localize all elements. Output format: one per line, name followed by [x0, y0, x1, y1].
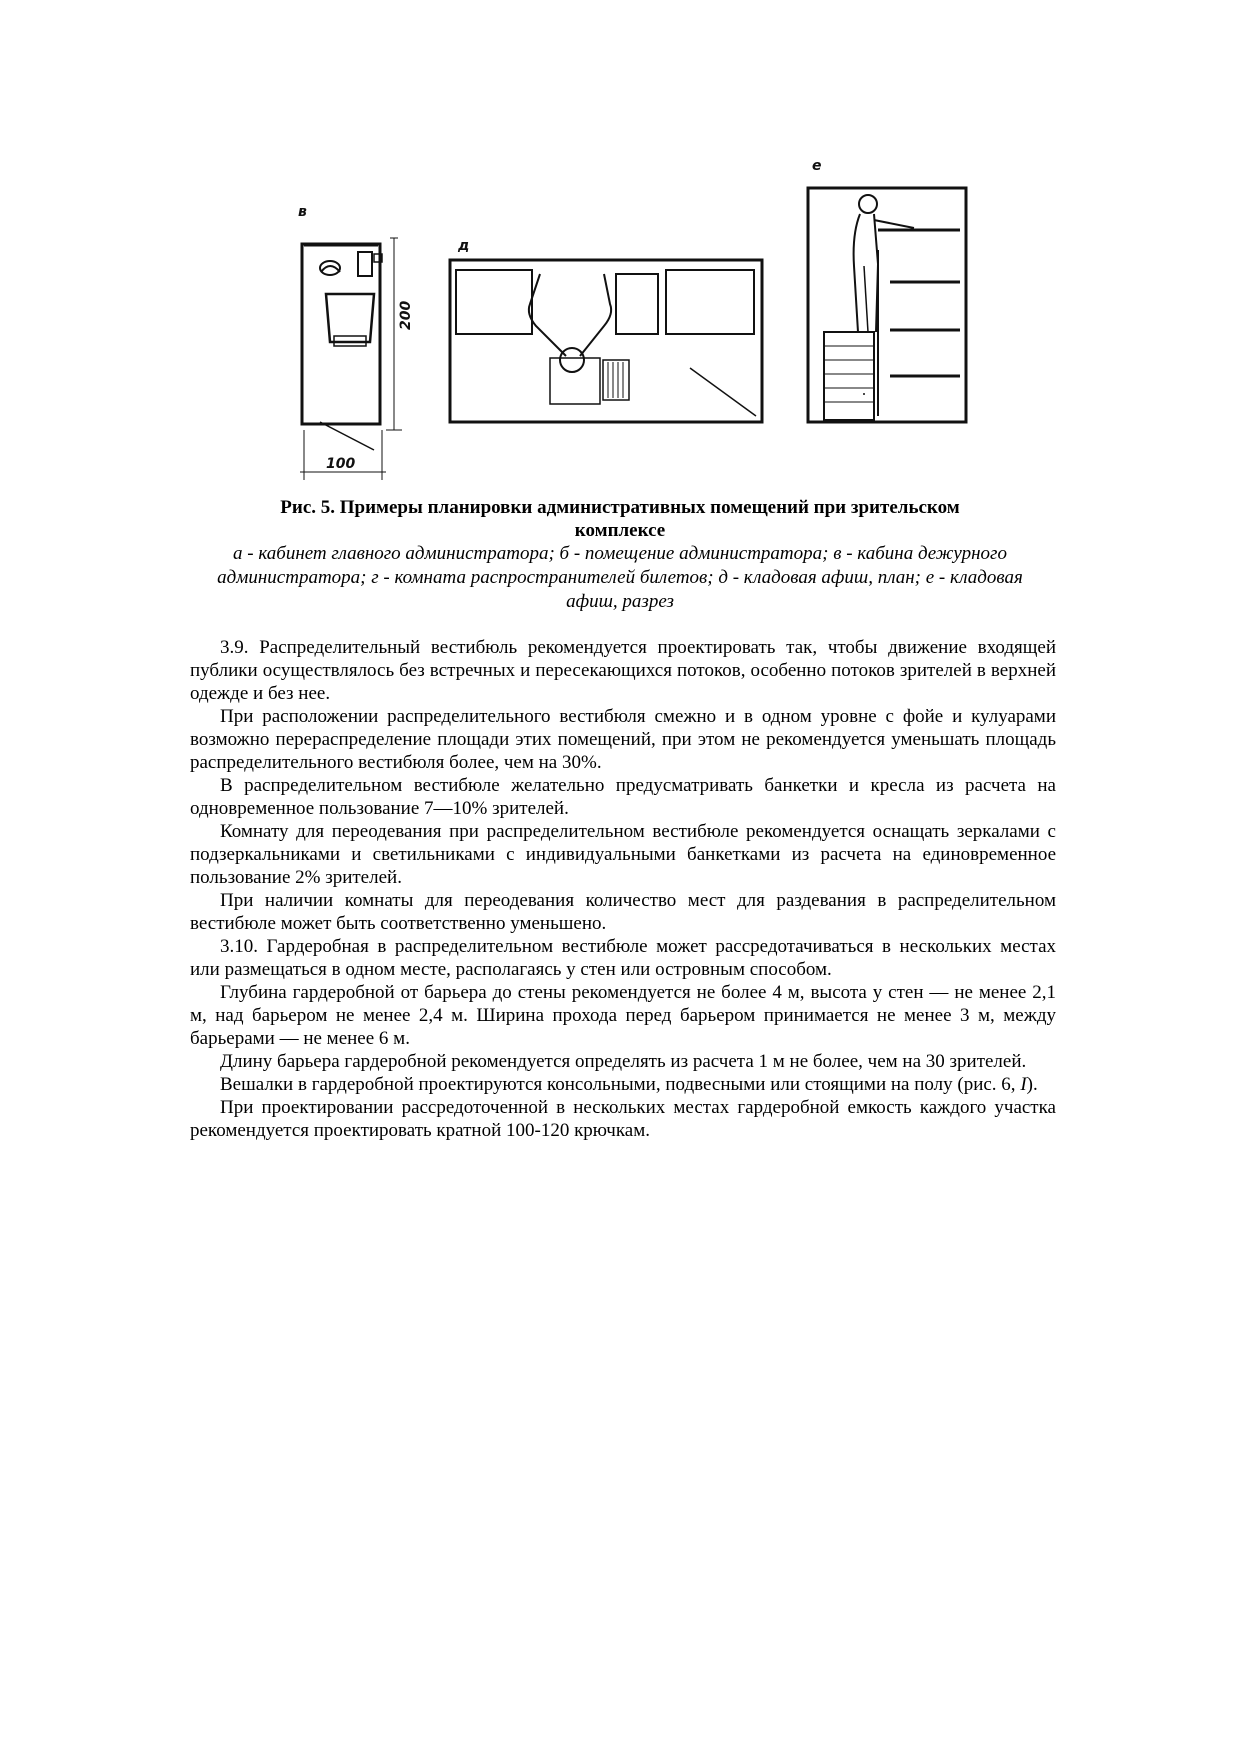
plan-d-storage	[450, 260, 762, 422]
paragraph-hangers-before: Вешалки в гардеробной проектируются консольными, подвесными или стоящими на полу (рис. 6,	[220, 1074, 1021, 1095]
paragraph: Комнату для переодевания при распределительном вестибюле рекомендуется оснащать зеркалами с подзеркальниками и светильниками с индивидуальными банкетками из расчета на единовременное пользование 2% зрителей.	[190, 821, 1056, 888]
figure-5-drawing	[290, 150, 990, 490]
figure-label-e: е	[812, 158, 822, 174]
paragraph-hangers-after: ).	[1026, 1074, 1038, 1095]
dimension-height-label: 200	[398, 300, 414, 330]
figure-caption-legend: а - кабинет главного администратора; б - помещение администратора; в - кабина дежурного администратора; г - комната распространителей билетов; д - кладовая афиш, план; е - кладовая афиш, разрез	[217, 543, 1023, 612]
paragraph: При наличии комнаты для переодевания количество мест для раздевания в распределительном вестибюле может быть соответственно уменьшено.	[190, 890, 1056, 934]
paragraph: При расположении распределительного вестибюля смежно и в одном уровне с фойе и кулуарами возможно перераспределение площади этих помещений, при этом не рекомендуется уменьшать площадь распределительного вестибюля более, чем на 30%.	[190, 706, 1056, 773]
paragraph: 3.10. Гардеробная в распределительном вестибюле может рассредотачиваться в нескольких местах или размещаться в одном месте, располагаясь у стен или островным способом.	[190, 936, 1056, 980]
paragraph-hangers	[190, 1073, 1056, 1096]
paragraph: 3.9. Распределительный вестибюль рекомендуется проектировать так, чтобы движение входящей публики осуществлялось без встречных и пересекающихся потоков, особенно потоков зрителей в верхней одежде и без нее.	[190, 637, 1056, 704]
figure-caption	[190, 496, 1050, 614]
paragraph: Глубина гардеробной от барьера до стены рекомендуется не более 4 м, высота у стен — не менее 2,1 м, над барьером не менее 2,4 м. Ширина прохода перед барьером принимается не менее 3 м, между барьерами — не менее 6 м.	[190, 982, 1056, 1049]
figure-5	[290, 150, 990, 490]
figure-label-d: д	[458, 238, 470, 254]
dimension-width-label: 100	[326, 456, 356, 472]
paragraph: Длину барьера гардеробной рекомендуется определять из расчета 1 м не более, чем на 30 зрителей.	[220, 1051, 1027, 1072]
figure-label-v: в	[298, 204, 307, 220]
paragraph: При проектировании рассредоточенной в нескольких местах гардеробной емкость каждого участка рекомендуется проектировать кратной 100-120 крючкам.	[190, 1097, 1056, 1141]
paragraph-hangers-italic: I	[1020, 1074, 1027, 1095]
figure-caption-title: Рис. 5. Примеры планировки административных помещений при зрительском комплексе	[280, 497, 960, 541]
paragraph: В распределительном вестибюле желательно предусматривать банкетки и кресла из расчета на одновременное пользование 7—10% зрителей.	[190, 775, 1056, 819]
body-text	[190, 636, 1056, 1142]
section-e-storage	[808, 188, 966, 422]
plan-v-booth	[300, 238, 402, 480]
